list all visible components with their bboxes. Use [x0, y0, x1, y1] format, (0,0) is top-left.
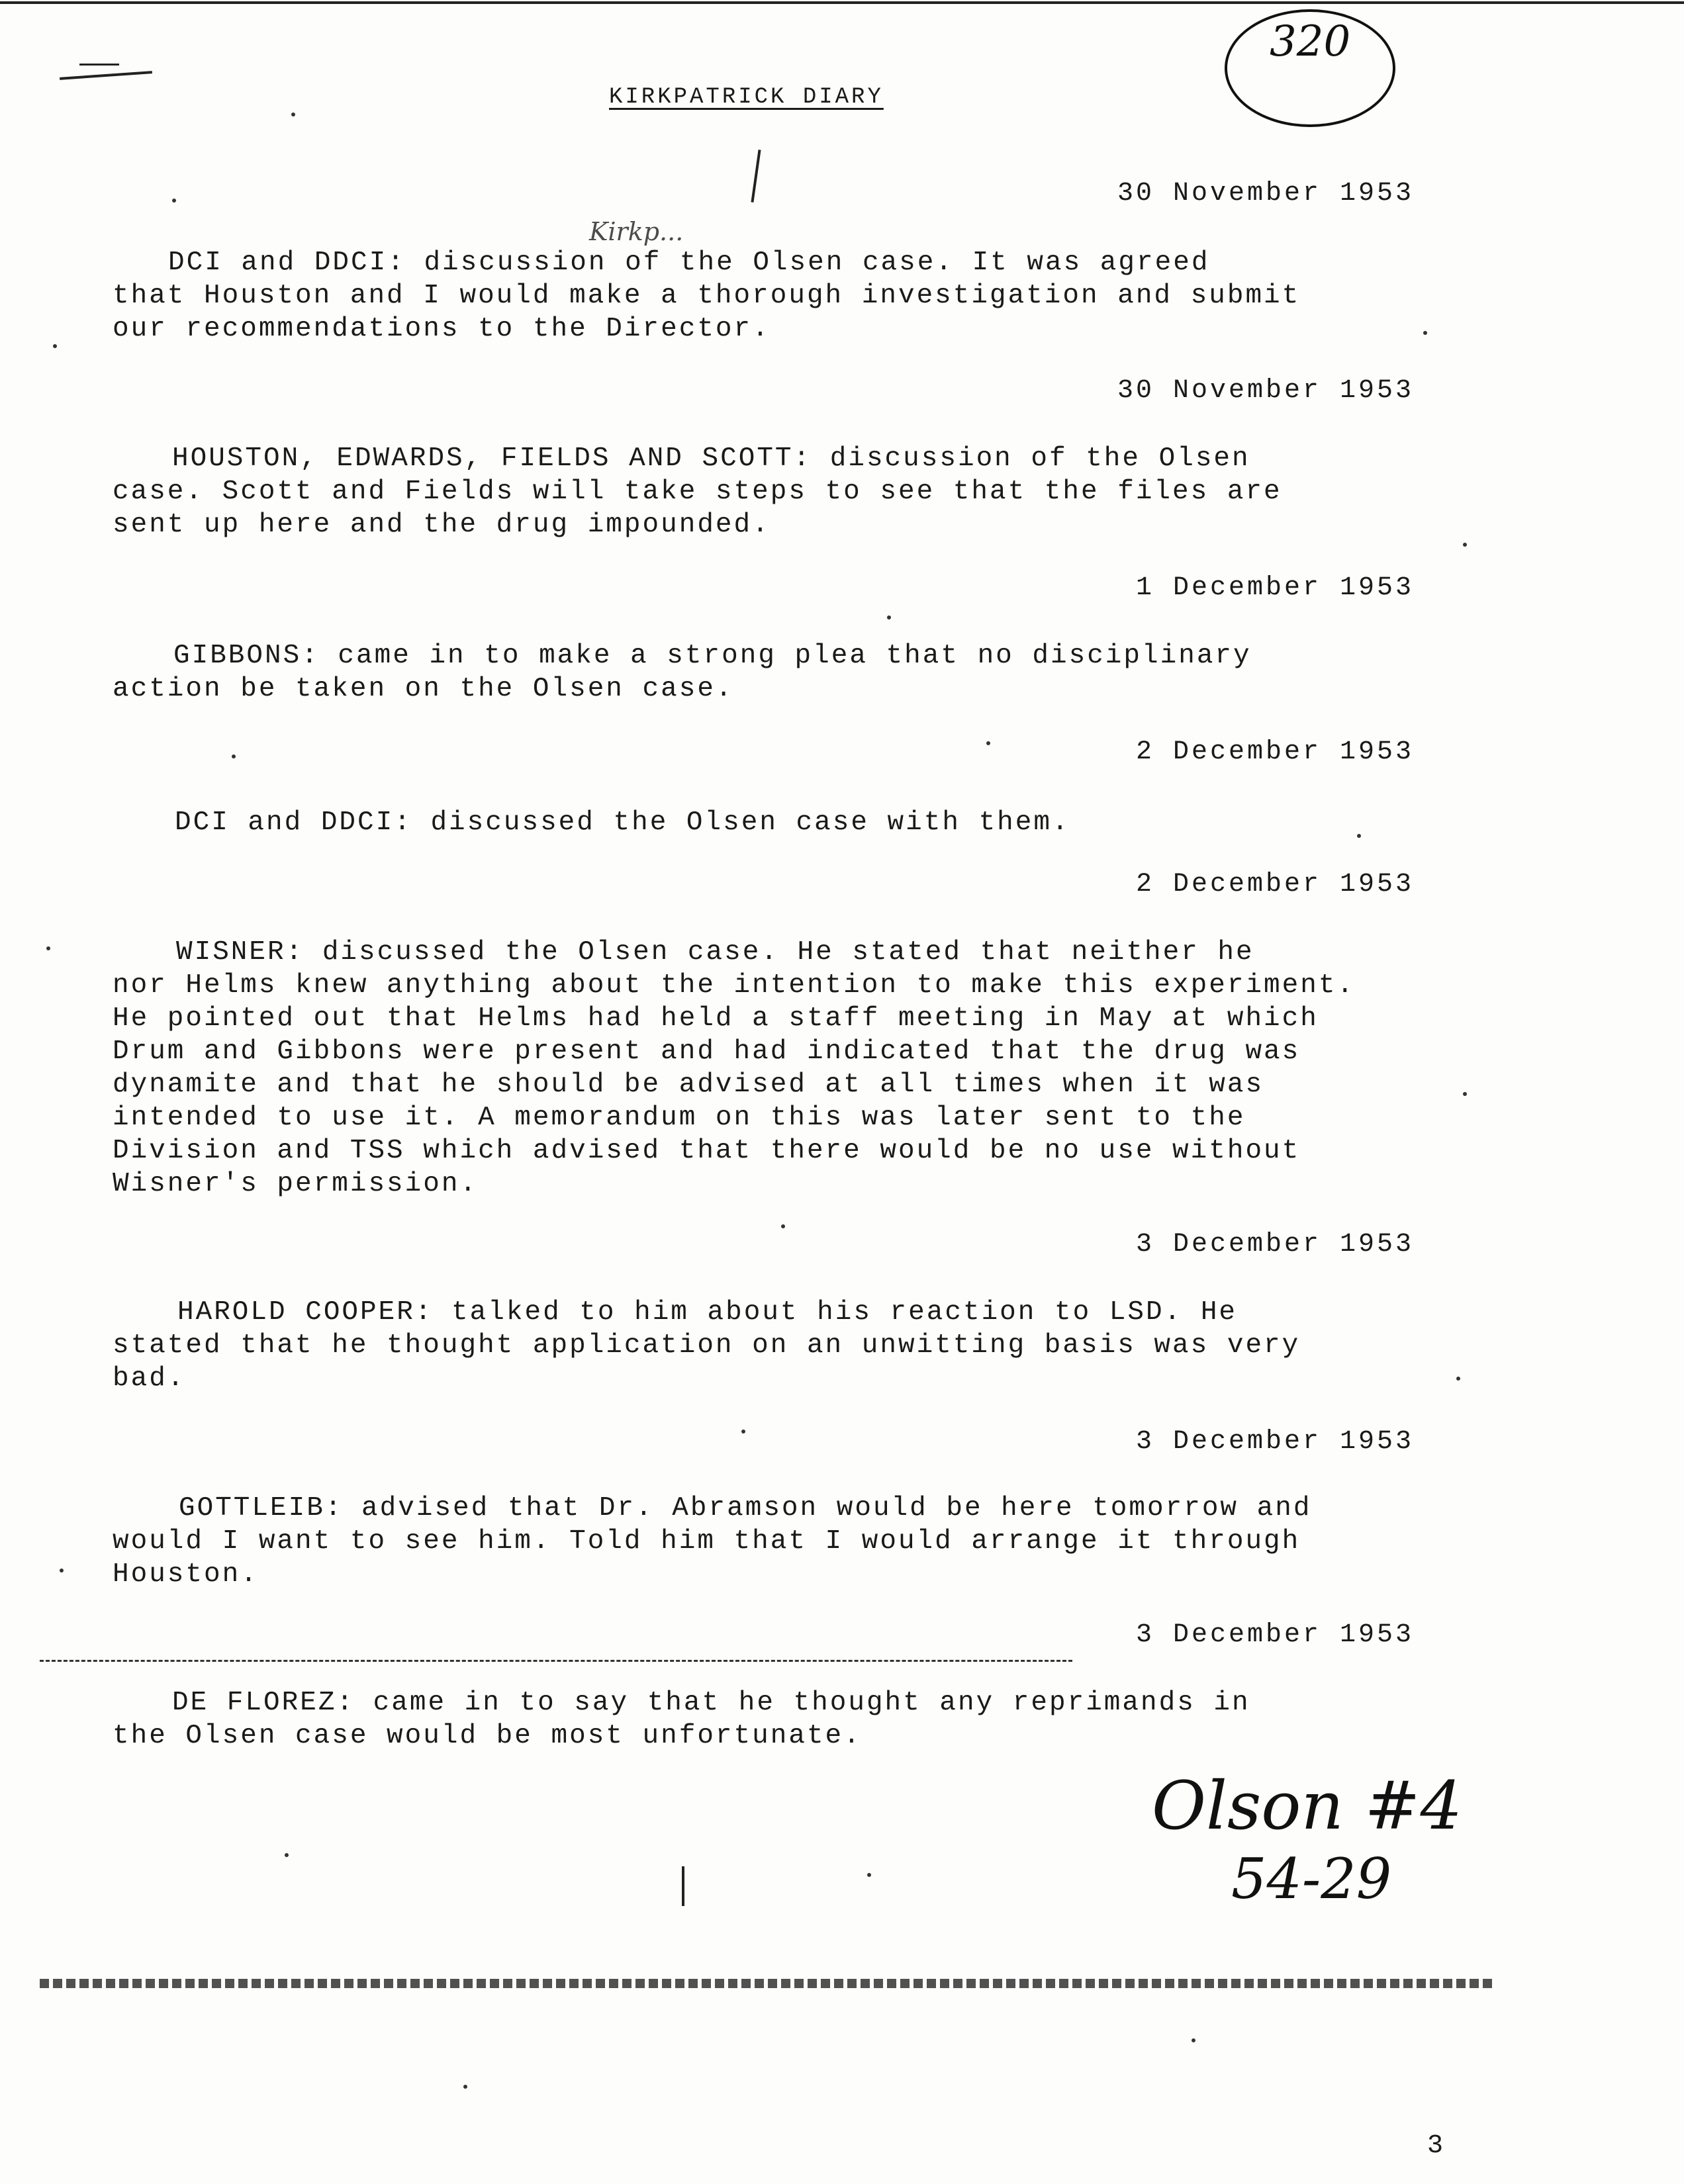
- page-number: 3: [1427, 2131, 1446, 2161]
- scan-speck: [46, 946, 50, 950]
- entry-date: 30 November 1953: [1117, 179, 1414, 208]
- diary-entry: DCI and DDCI: discussed the Olsen case with them.: [175, 807, 1070, 838]
- entry-date: 2 December 1953: [1135, 870, 1414, 899]
- scan-speck: [291, 113, 295, 116]
- diary-entry: GIBBONS: came in to make a strong plea that no disciplinary action be taken on the Olsen case.: [113, 641, 1252, 704]
- scan-speck: [1423, 331, 1427, 335]
- diary-entry: HOUSTON, EDWARDS, FIELDS AND SCOTT: discussion of the Olsen case. Scott and Fields will take steps to see that the files are sent up here and the drug impounded.: [113, 443, 1282, 540]
- scan-speck: [463, 2085, 467, 2089]
- entry-date: 3 December 1953: [1135, 1620, 1414, 1650]
- scan-speck: [53, 344, 57, 348]
- scan-speck: [887, 615, 891, 619]
- pen-mark: [79, 64, 119, 66]
- scan-speck: [285, 1853, 289, 1857]
- scan-speck: [172, 199, 176, 203]
- scan-speck: [867, 1873, 871, 1877]
- handwritten-note: Kirkp...: [589, 217, 684, 246]
- diary-entry: DE FLOREZ: came in to say that he thought any reprimands in the Olsen case would be most unfortunate.: [113, 1688, 1250, 1751]
- pen-mark: [60, 71, 152, 80]
- diary-entry: GOTTLEIB: advised that Dr. Abramson would be here tomorrow and would I want to see him. Told him that I would arrange it through Houston.: [113, 1493, 1312, 1590]
- scan-speck: [741, 1430, 745, 1433]
- entry-date: 1 December 1953: [1135, 573, 1414, 603]
- document-title: KIRKPATRICK DIARY: [609, 85, 884, 110]
- bottom-dashed-border: [40, 1979, 1496, 1988]
- entry-date: 2 December 1953: [1135, 737, 1414, 767]
- scan-speck: [232, 754, 236, 758]
- diary-entry: WISNER: discussed the Olsen case. He stated that neither he nor Helms knew anything about the intention to make this experiment. He pointed out that Helms had held a staff meeting in May at which Drum and Gibbons were present and had indicated that the drug was dynamite and that he should be advised at all times when it was intended to use it. A memorandum on this was later sent to the Division and TSS which advised that there would be no use without Wisner's permission.: [113, 937, 1356, 1199]
- entry-date: 30 November 1953: [1117, 376, 1414, 406]
- diary-entry: DCI and DDCI: discussion of the Olsen case. It was agreed that Houston and I would make a thorough investigation and submit our recommendations to the Director.: [113, 248, 1301, 344]
- top-border-line: [0, 1, 1684, 4]
- scan-speck: [1463, 543, 1467, 547]
- pen-stroke: [751, 150, 761, 203]
- scan-speck: [1463, 1092, 1467, 1096]
- entry-date: 3 December 1953: [1135, 1230, 1414, 1259]
- handwritten-corner-number: 320: [1270, 17, 1351, 66]
- pen-stroke: [682, 1866, 684, 1906]
- dashed-divider: [40, 1660, 1072, 1662]
- handwritten-olsen-reference: Olson #4: [1152, 1767, 1463, 1844]
- scan-speck: [1456, 1377, 1460, 1381]
- scan-speck: [1357, 834, 1361, 838]
- entry-date: 3 December 1953: [1135, 1427, 1414, 1457]
- scan-speck: [60, 1569, 64, 1572]
- scan-speck: [1192, 2038, 1195, 2042]
- scan-speck: [986, 741, 990, 745]
- scan-speck: [781, 1224, 785, 1228]
- diary-entry: HAROLD COOPER: talked to him about his reaction to LSD. He stated that he thought application on an unwitting basis was very bad.: [113, 1297, 1301, 1394]
- handwritten-olsen-number: 54-29: [1231, 1846, 1392, 1911]
